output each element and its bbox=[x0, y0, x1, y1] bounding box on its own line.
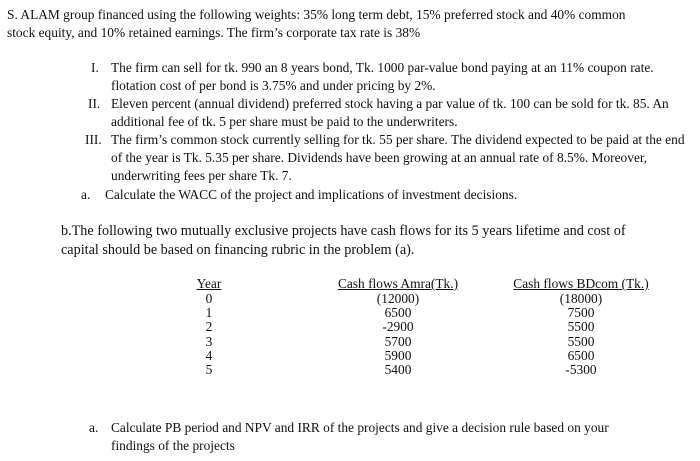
task-b-line-1: Calculate PB period and NPV and IRR of the projects and give a decision rule based on your bbox=[111, 420, 609, 435]
part-b-line-1: b.The following two mutually exclusive projects have cash flows for its 5 years lifetime and cost of bbox=[61, 223, 626, 239]
bdcom-cell: -5300 bbox=[565, 361, 597, 377]
part-b-line-2: capital should be based on financing rubric in the problem (a). bbox=[61, 242, 415, 258]
item-3-line-3: underwriting fees per share Tk. 7. bbox=[111, 168, 292, 183]
item-marker-2: II. bbox=[88, 96, 101, 111]
year-cell: 4 bbox=[205, 347, 213, 363]
item-2-line-2: additional fee of tk. 5 per share must be paid to the underwriters. bbox=[111, 114, 458, 129]
bdcom-cell: (18000) bbox=[559, 291, 603, 306]
task-a-marker: a. bbox=[81, 187, 91, 202]
bdcom-cell: 7500 bbox=[567, 305, 595, 321]
task-b-line-2: findings of the projects bbox=[111, 438, 235, 453]
task-a-text: Calculate the WACC of the project and implications of investment decisions. bbox=[105, 187, 518, 202]
item-1-line-1: The firm can sell for tk. 990 an 8 years bond, Tk. 1000 par-value bond paying at an 11% coupon rate. bbox=[111, 60, 654, 75]
amra-cell: (12000) bbox=[376, 291, 420, 306]
year-header: Year bbox=[196, 276, 222, 291]
item-3-line-2: of the year is Tk. 5.35 per share. Dividends have been growing at an annual rate of 8.5%. Moreover, bbox=[111, 150, 648, 165]
year-column bbox=[181, 276, 237, 377]
item-marker-3: III. bbox=[85, 132, 102, 147]
year-cell: 0 bbox=[205, 291, 213, 306]
amra-header: Cash flows Amra(Tk.) bbox=[337, 276, 459, 291]
amra-column bbox=[318, 276, 478, 377]
year-cell: 1 bbox=[205, 305, 213, 321]
bdcom-cell: 5500 bbox=[567, 333, 595, 349]
intro-line-2: stock equity, and 10% retained earnings. The firm’s corporate tax rate is 38% bbox=[7, 25, 421, 40]
item-3-line-1: The firm’s common stock currently selling for tk. 55 per share. The dividend expected to be paid at the end bbox=[111, 132, 685, 147]
amra-cell: -2900 bbox=[382, 319, 414, 335]
item-1-line-2: flotation cost of per bond is 3.75% and under pricing by 2%. bbox=[111, 78, 436, 93]
amra-cell: 6500 bbox=[384, 305, 412, 321]
task-b-marker: a. bbox=[89, 420, 99, 435]
amra-cell: 5700 bbox=[384, 333, 412, 349]
item-2-line-1: Eleven percent (annual dividend) preferred stock having a par value of tk. 100 can be sold for tk. 85. An bbox=[111, 96, 669, 111]
year-cell: 5 bbox=[205, 361, 213, 377]
intro-line-1: S. ALAM group financed using the following weights: 35% long term debt, 15% preferred stock and 40% common bbox=[7, 7, 626, 22]
bdcom-cell: 6500 bbox=[567, 347, 595, 363]
amra-cell: 5900 bbox=[384, 347, 412, 363]
amra-cell: 5400 bbox=[384, 361, 412, 377]
bdcom-column bbox=[495, 276, 667, 377]
item-marker-1: I. bbox=[91, 60, 99, 75]
bdcom-header: Cash flows BDcom (Tk.) bbox=[513, 276, 649, 291]
year-cell: 3 bbox=[205, 333, 213, 349]
bdcom-cell: 5500 bbox=[567, 319, 595, 335]
year-cell: 2 bbox=[205, 319, 213, 335]
